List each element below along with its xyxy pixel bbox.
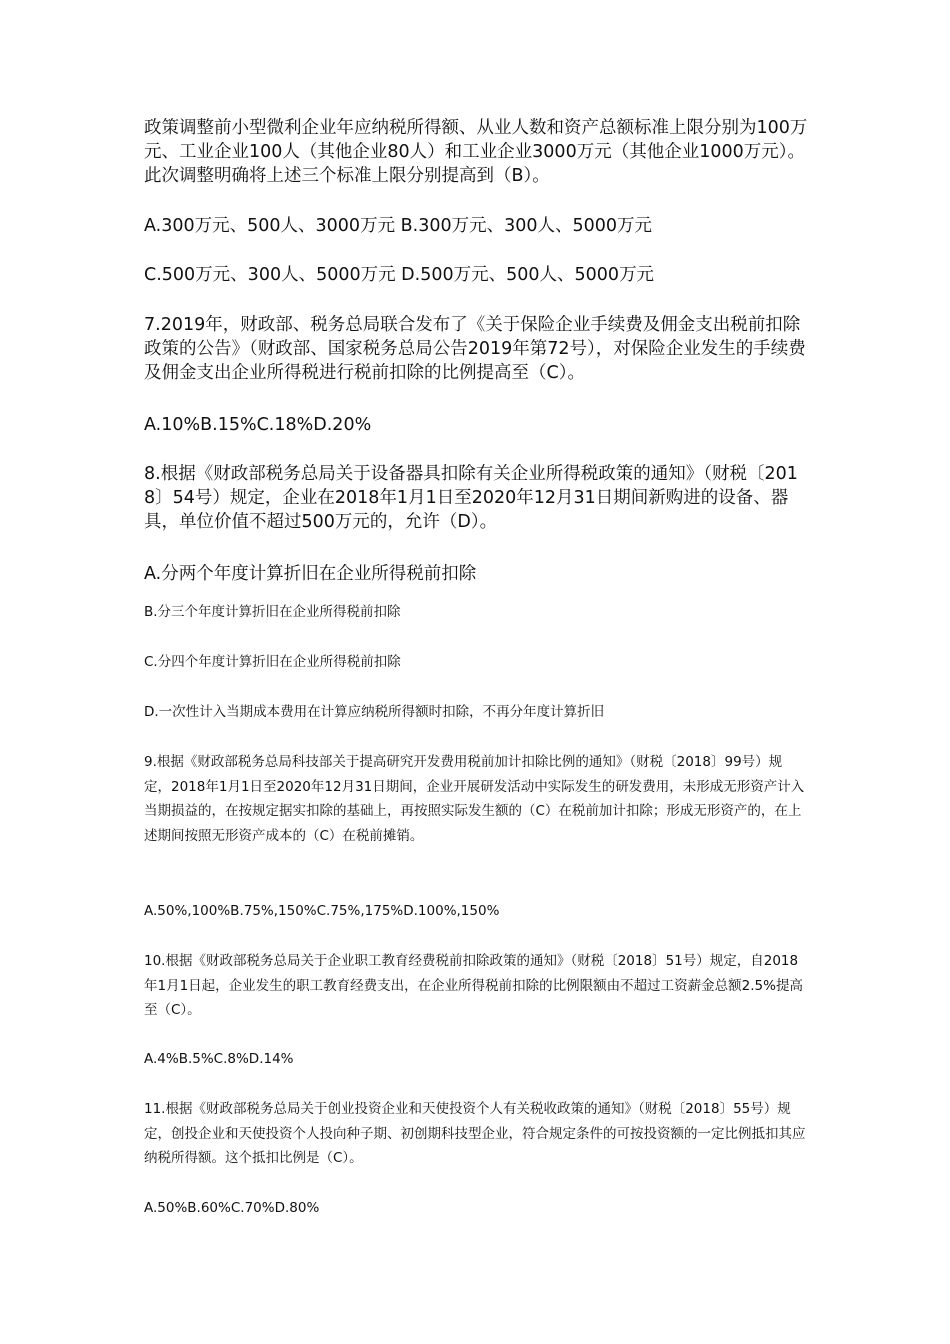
question-11: 11.根据《财政部税务总局关于创业投资企业和天使投资个人有关税收政策的通知》（财税〔2018〕55号）规定，创投企业和天使投资个人投向种子期、初创期科技型企业，符合规定条件的可按投资额的一定比例抵扣其应纳税所得额。这个抵扣比例是（C）。 [144,1101,806,1166]
question-7: 7.2019年，财政部、税务总局联合发布了《关于保险企业手续费及佣金支出税前扣除政策的公告》（财政部、国家税务总局公告2019年第72号），对保险企业发生的手续费及佣金支出企业所得税进行税前扣除的比例提高至（C）。 [144,315,806,383]
paragraph-intro: 政策调整前小型微利企业年应纳税所得额、从业人数和资产总额标准上限分别为100万元、工业企业100人（其他企业80人）和工业企业3000万元（其他企业1000万元）。此次调整明确将上述三个标准上限分别提高到（B）。 [144,118,808,186]
options-q11: A.50%B.60%C.70%D.80% [144,1200,320,1216]
question-10: 10.根据《财政部税务总局关于企业职工教育经费税前扣除政策的通知》（财税〔2018〕51号）规定，自2018年1月1日起，企业发生的职工教育经费支出，在企业所得税前扣除的比例限额由不超过工资薪金总额2.5%提高至（C）。 [144,953,803,1018]
option-q8-d: D.一次性计入当期成本费用在计算应纳税所得额时扣除，不再分年度计算折旧 [144,704,605,720]
options-q6-ab: A.300万元、500人、3000万元 B.300万元、300人、5000万元 [144,216,653,236]
option-q8-c: C.分四个年度计算折旧在企业所得税前扣除 [144,654,401,670]
options-q10: A.4%B.5%C.8%D.14% [144,1051,294,1067]
option-q8-a: A.分两个年度计算折旧在企业所得税前扣除 [144,564,477,584]
options-q7: A.10%B.15%C.18%D.20% [144,415,372,435]
question-9: 9.根据《财政部税务总局科技部关于提高研究开发费用税前加计扣除比例的通知》（财税〔2018〕99号）规定，2018年1月1日至2020年12月31日期间，企业开展研发活动中实际发生的研发费用，未形成无形资产计入当期损益的，在按规定据实扣除的基础上，再按照实际发生额的（C）在税前加计扣除；形成无形资产的，在上述期间按照无形资产成本的（C）在税前摊销。 [144,754,805,844]
option-q8-b: B.分三个年度计算折旧在企业所得税前扣除 [144,604,401,620]
options-q6-cd: C.500万元、300人、5000万元 D.500万元、500人、5000万元 [144,265,655,285]
question-8: 8.根据《财政部税务总局关于设备器具扣除有关企业所得税政策的通知》（财税〔2018〕54号）规定，企业在2018年1月1日至2020年12月31日期间新购进的设备、器具，单位价值不超过500万元的，允许（D）。 [144,464,798,532]
options-q9: A.50%,100%B.75%,150%C.75%,175%D.100%,150% [144,903,500,919]
